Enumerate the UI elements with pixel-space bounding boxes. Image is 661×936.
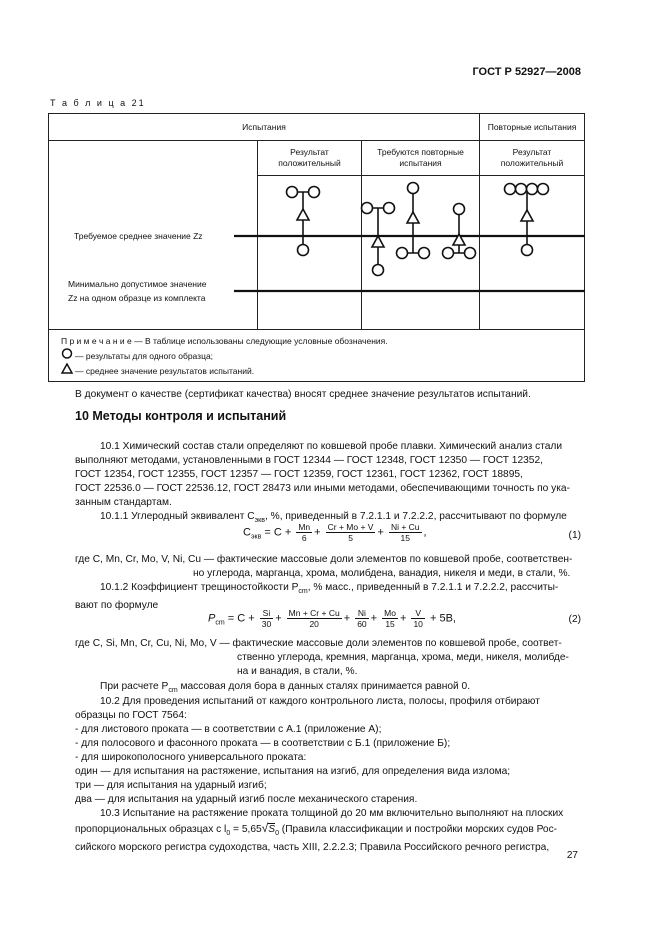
- subheader-repeat-required: Требуются повторные испытания: [362, 141, 480, 176]
- paragraph-10-1: 10.1 Химический состав стали определяют по ковшевой пробе плавки. Химический анализ стали выполняют методами, установленными в ГОСТ 12344 — ГОСТ 12348, ГОСТ 12350 — ГОСТ 12352, ГОСТ 12354, ГОСТ 12355, ГОСТ 12357 — ГОСТ 12359, ГОСТ 12361, ГОСТ 12362, ГОСТ 18895, ГОСТ 22536.0 — ГОСТ 22536.12, ГОСТ 28473 или иными методами, обеспечивающими точность по ука- занным стандартам.: [75, 441, 570, 508]
- row-label-min-1: Минимально допустимое значение: [68, 279, 207, 289]
- note-line-1: П р и м е ч а н и е — В таблице использованы следующие условные обозначения.: [61, 336, 388, 346]
- header-tests: Испытания: [49, 114, 480, 141]
- paragraph-10-3: 10.3 Испытание на растяжение проката толщиной до 20 мм включительно выполняют на плоских пропорциональных образцах с $l_0 = 5,65√S_0$ (Правила классификации и постройки морских судов Рос- сийского морского регистра судоходства, часть XIII, 2.2.2.3; Правила Российского речного регистра,: [75, 808, 564, 854]
- table-caption: Т а б л и ц а 21: [50, 98, 146, 108]
- note-line-2: — результаты для одного образца;: [75, 351, 214, 361]
- column-3-symbols: [505, 184, 549, 256]
- quality-paragraph: В документ о качестве (сертификат качества) вносят среднее значение результатов испытаний.: [75, 389, 531, 400]
- results-diagram: [0, 0, 661, 340]
- column-1-symbols: [287, 187, 320, 256]
- circle-icon: [61, 348, 75, 363]
- formula-2: $P_{cm} = С$ + $\frac{Si}{30}$ + $\frac{Mn + Cr + Cu}{20}$ + $\frac{Ni}{60}$ + $\frac{Mo}{15}$ + $\frac{V}{10}$ + 5B,: [208, 608, 456, 629]
- where-1: где С, Mn, Cr, Mo, V, Ni, Cu — фактические массовые доли элементов по ковшевой пробе, соответствен- но углерода, марганца, хрома, молибдена, ванадия, никеля и меди, в стали, %.: [75, 554, 573, 579]
- column-2-symbols: [362, 183, 476, 276]
- boron-paragraph: При расчете $P_{cm}$ массовая доля бора в данных сталях принимается равной 0.: [100, 681, 471, 695]
- note-line-3: — среднее значение результатов испытаний.: [75, 366, 255, 376]
- table-note: [48, 330, 585, 382]
- paragraph-10-1-2: 10.1.2 Коэффициент трещиностойкости $P_{cm}$, % масс., приведенный в 7.2.1.1 и 7.2.2.2, рассчиты- вают по формуле: [75, 582, 559, 612]
- paragraph-10-1-1: 10.1.1 Углеродный эквивалент $С_{экв}$, %, приведенный в 7.2.1.1 и 7.2.2.2, рассчитывают по формуле: [100, 511, 567, 525]
- subheader-result-positive-2: Результат положительный: [480, 141, 585, 176]
- subheader-result-positive: Результат положительный: [258, 141, 362, 176]
- row-label-min-2: Zz на одном образце из комплекта: [68, 293, 206, 303]
- formula-1-number: (1): [568, 530, 581, 541]
- page-number: 27: [566, 850, 578, 861]
- triangle-icon: [61, 363, 75, 378]
- paragraph-10-2: 10.2 Для проведения испытаний от каждого контрольного листа, полосы, профиля отбирают образцы по ГОСТ 7564: - для листового проката — в соответствии с А.1 (приложение А); - для полосового и фасонного проката — в соответствии с Б.1 (приложение Б); - для широкополосного универсального проката: один — для испытания на растяжение, испытания на изгиб, для определения вида излома; три — для испытания на ударный изгиб; два — для испытания на ударный изгиб после механического старения.: [75, 696, 540, 805]
- where-2: где С, Si, Mn, Cr, Cu, Ni, Mo, V — фактические массовые доли элементов по ковшевой пробе, соответ- ственно углерода, кремния, марганца, хрома, меди, никеля, молибде- на и ванадия, в стали, %.: [75, 638, 569, 677]
- header-repeat-tests: Повторные испытания: [480, 114, 585, 141]
- formula-2-number: (2): [568, 614, 581, 625]
- average-triangle-icon: [297, 209, 309, 220]
- formula-1: $С_{экв} = С$ + $\frac{Mn}{6}$ + $\frac{Cr + Mo + V}{5}$ + $\frac{Ni + Cu}{15}$ ,: [243, 522, 427, 543]
- row-label-average: Требуемое среднее значение Zz: [74, 231, 203, 241]
- section-title: 10 Методы контроля и испытаний: [75, 409, 287, 423]
- document-header: ГОСТ Р 52927—2008: [472, 66, 581, 78]
